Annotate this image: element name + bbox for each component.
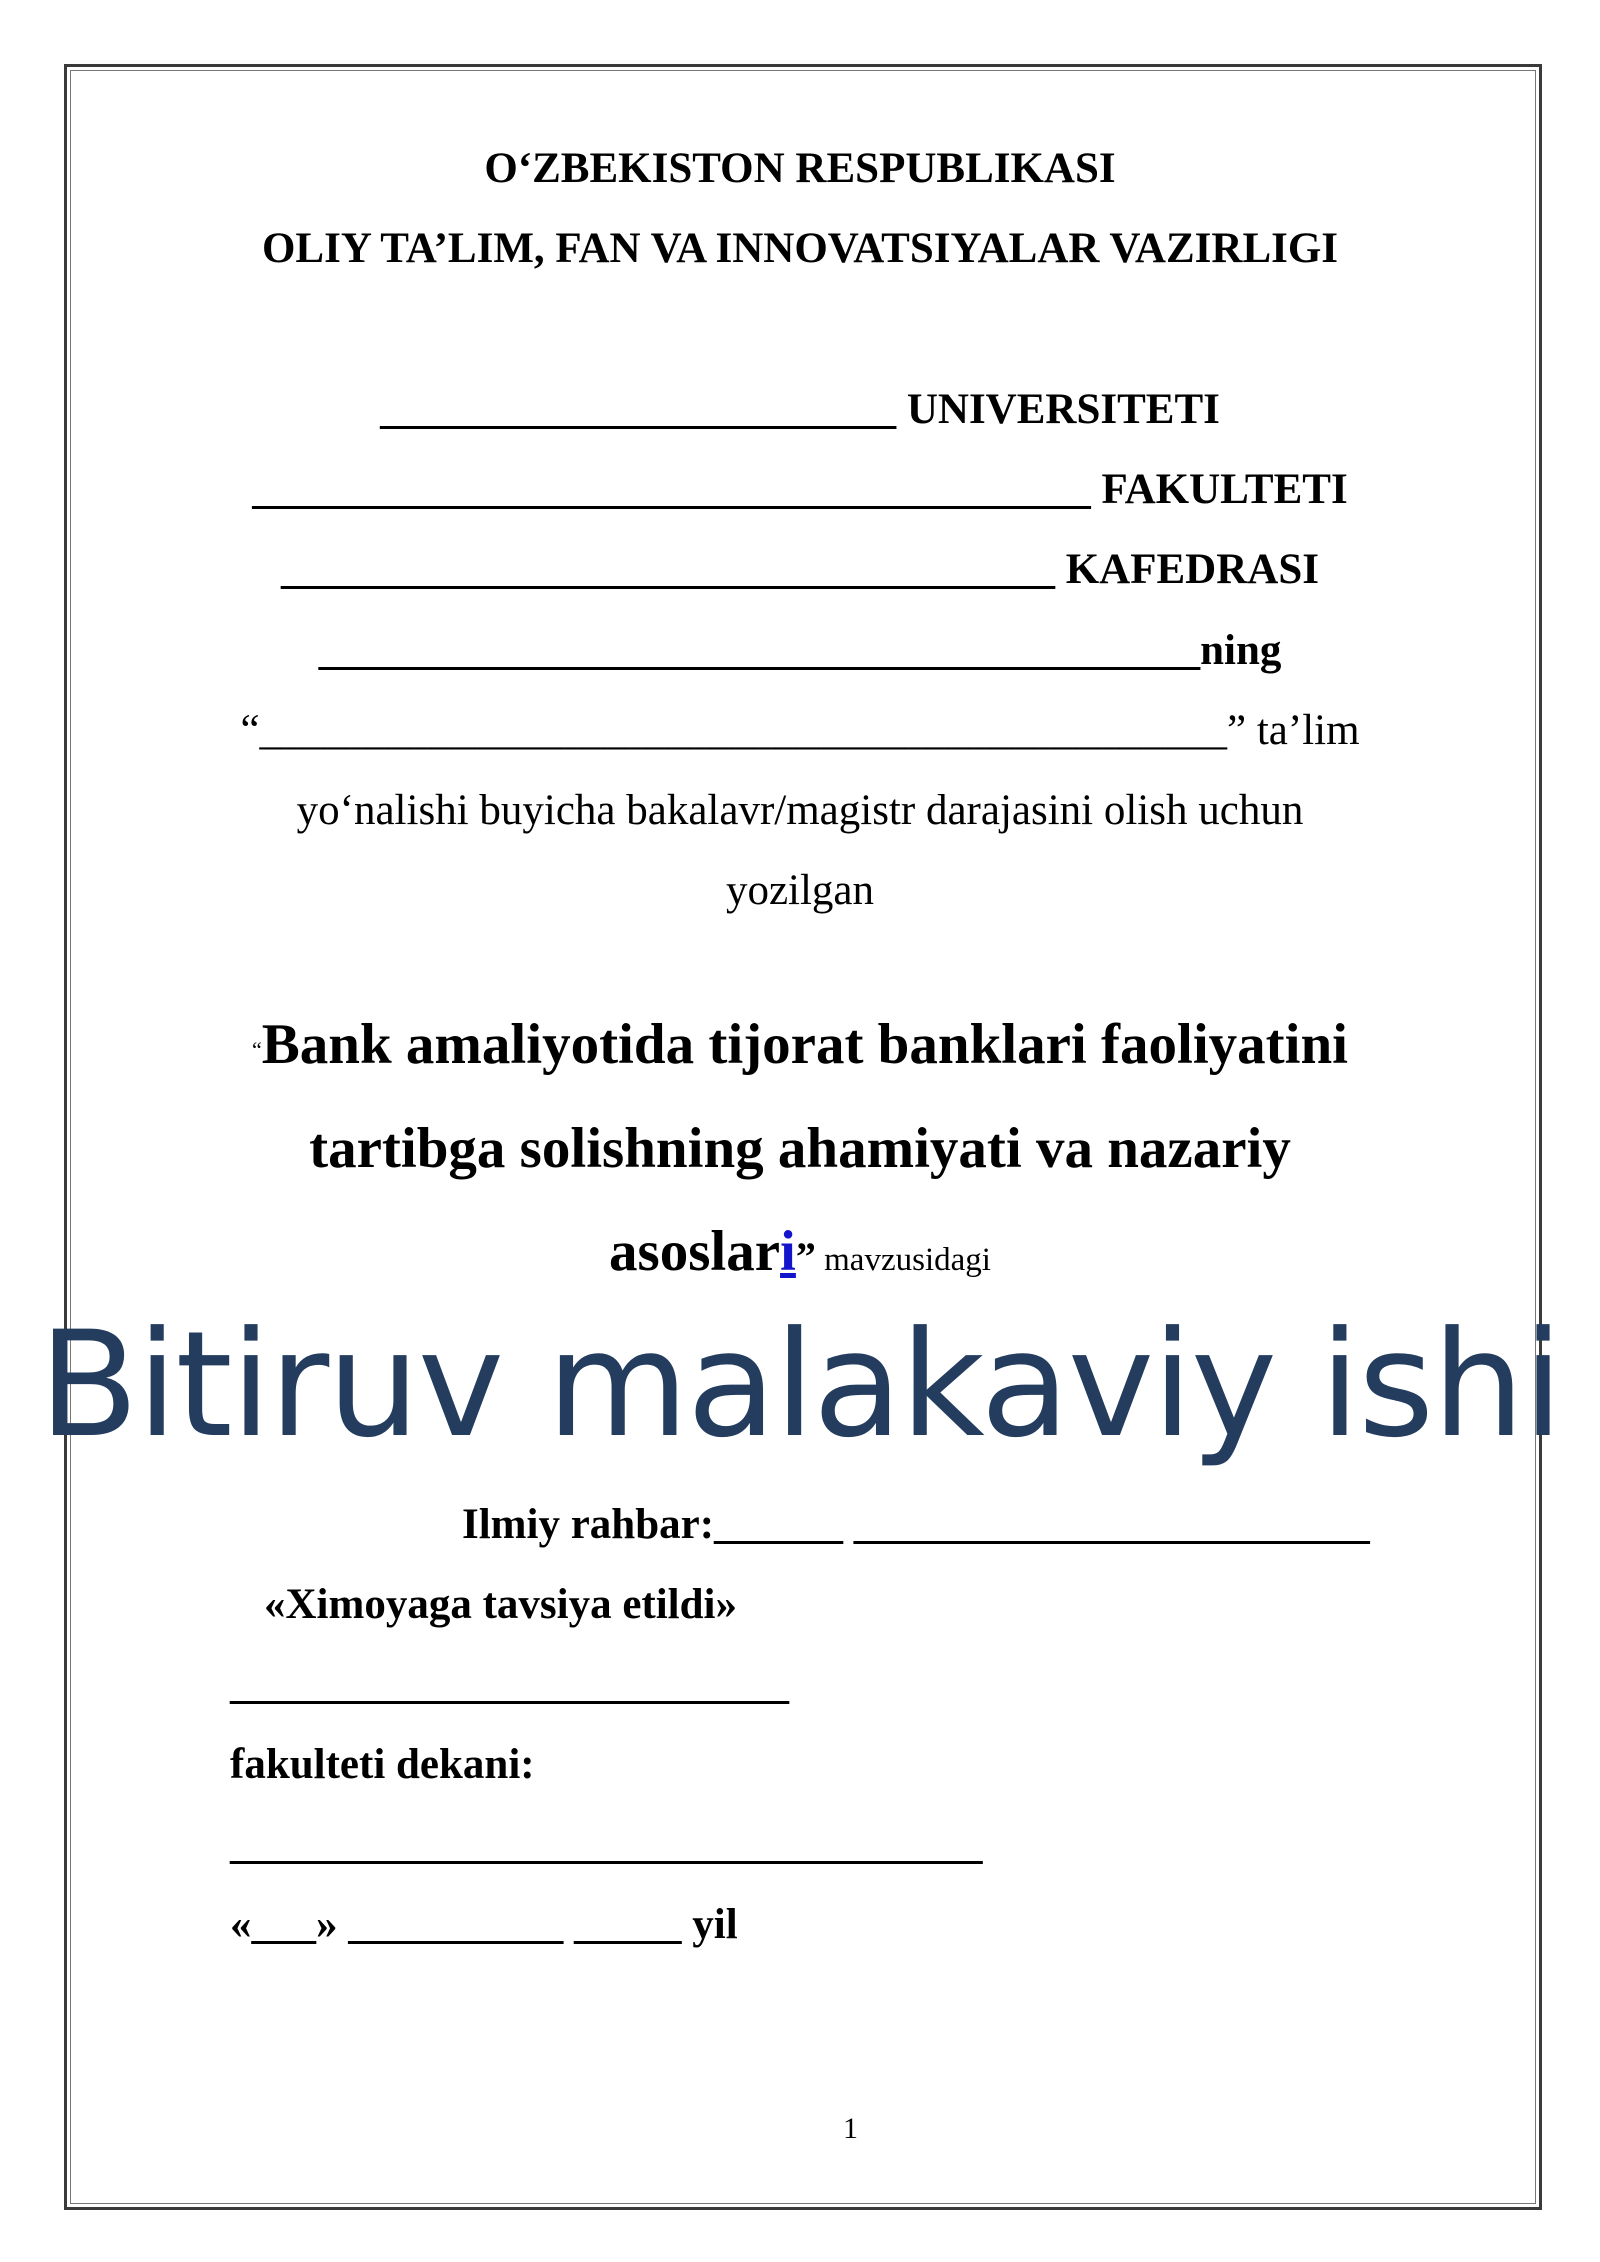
student-field: _________________________________________ning xyxy=(318,627,1282,674)
topic-suffix: mavzusidagi xyxy=(815,1242,991,1278)
header-republic: O‘ZBEKISTON RESPUBLIKASI xyxy=(484,145,1116,192)
signature-blank-2: ___________________________________ xyxy=(230,1821,983,1868)
supervisor-field: Ilmiy rahbar:______ ________________________ xyxy=(462,1501,1370,1548)
faculty-field: _______________________________________ FAKULTETI xyxy=(252,466,1348,513)
topic-open-quote: “ xyxy=(251,1037,262,1062)
direction-field: “_____________________________________________” ta’lim xyxy=(240,707,1360,754)
topic-line-2: tartibga solishning ahamiyati va nazariy xyxy=(309,1117,1291,1180)
topic-close-quote: ” xyxy=(795,1234,816,1279)
topic-line-1-text: Bank amaliyotida tijorat banklari faoliyatini xyxy=(261,1013,1349,1076)
university-field: ________________________ UNIVERSITETI xyxy=(380,386,1220,433)
purpose-line-1: yo‘nalishi buyicha bakalavr/magistr darajasini olish uchun xyxy=(296,787,1304,834)
recommended-label: «Ximoyaga tavsiya etildi» xyxy=(264,1581,737,1628)
topic-line-3 xyxy=(0,1219,1600,1284)
topic-line-1 xyxy=(0,1012,1600,1077)
header-ministry: OLIY TA’LIM, FAN VA INNOVATSIYALAR VAZIRLIGI xyxy=(261,225,1339,272)
date-field: «___» __________ _____ yil xyxy=(230,1901,738,1948)
purpose-line-2: yozilgan xyxy=(725,867,875,914)
department-field: ____________________________________ KAFEDRASI xyxy=(280,546,1319,593)
signature-blank-1: __________________________ xyxy=(230,1661,789,1708)
dean-label: fakulteti dekani: xyxy=(230,1741,535,1788)
page-number: 1 xyxy=(843,2112,858,2145)
work-title: Bitiruv malakaviy ishi xyxy=(38,1300,1562,1470)
topic-hyperlink[interactable]: i xyxy=(780,1220,796,1283)
topic-line-3-text: asoslar xyxy=(609,1220,781,1283)
